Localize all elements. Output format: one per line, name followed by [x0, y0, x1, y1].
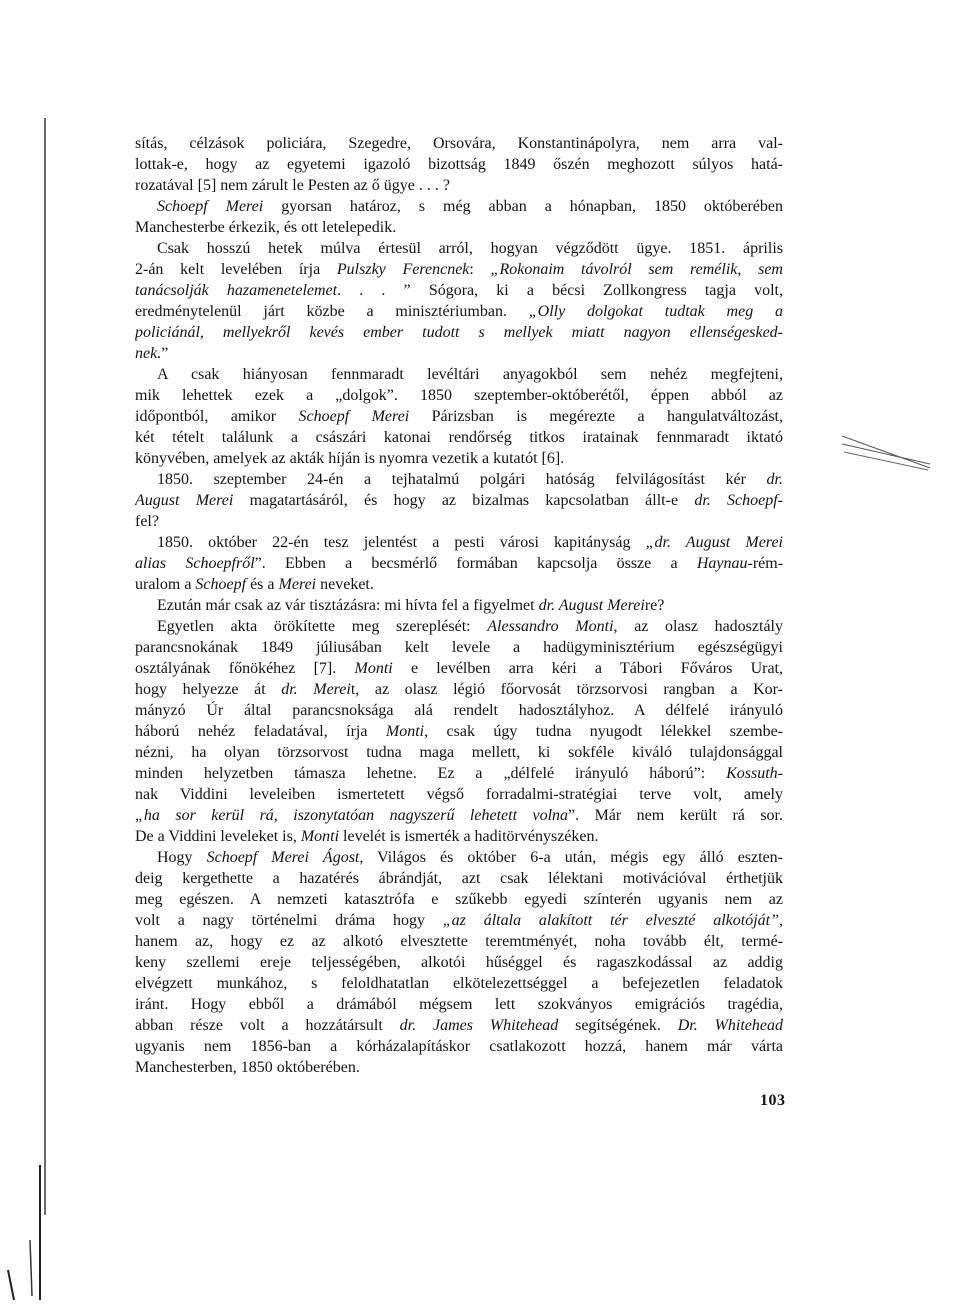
- text-run: . . . ” Sógora, ki a bécsi Zollkongress tagja volt,: [337, 282, 783, 299]
- text-line: [135, 637, 783, 658]
- text-run: -rém-: [747, 555, 783, 572]
- text-run: t, az olasz légió főorvosát törzsorvosi rangban a Kor-: [350, 681, 783, 698]
- text-run: ”: [161, 345, 169, 362]
- text-run: ,: [779, 912, 783, 929]
- text-run: ugyanis nem 1856-ban a kórházalapításkor csatlakozott hozzá, hanem már várta: [135, 1038, 783, 1055]
- text-run: 2-án kelt levelében írja: [135, 261, 337, 278]
- text-run: elvégzett munkához, s feloldhatatlan elkötelezettséggel a befejezetlen feladatok: [135, 975, 783, 992]
- text-line: [135, 1015, 783, 1036]
- text-run: segítségének.: [558, 1017, 678, 1034]
- italic-text-run: „dr. August Merei: [645, 534, 783, 551]
- italic-text-run: dr. Schoepf-: [694, 492, 783, 509]
- text-line: [135, 448, 783, 469]
- text-run: Egyetlen akta örökítette meg szereplését:: [157, 618, 488, 635]
- scan-edge-mark: [30, 1240, 32, 1296]
- italic-text-run: „Rokonaim távolról sem remélik, sem: [490, 261, 783, 278]
- text-run: parancsnokának 1849 júliusában kelt levele a hadügyminisztérium egészségügyi: [135, 639, 783, 656]
- text-line: [135, 931, 783, 952]
- text-run: ”. Ebben a becsmérlő formában kapcsolja össze a: [254, 555, 697, 572]
- text-line: [135, 175, 783, 196]
- text-run: levelét is ismerték a haditörvényszéken.: [339, 828, 599, 845]
- italic-text-run: Alessandro Monti: [487, 618, 614, 635]
- text-line: [135, 238, 783, 259]
- italic-text-run: nek.: [135, 345, 162, 362]
- text-run: két tételt találunk a császári katonai rendőrség titkos iratainak fennmaradt iktató: [135, 429, 783, 446]
- paragraph: [135, 469, 783, 532]
- text-line: [135, 700, 783, 721]
- text-run: fel?: [135, 513, 159, 530]
- text-line: [135, 1057, 783, 1078]
- italic-text-run: Kossuth-: [726, 765, 783, 782]
- text-run: :: [469, 261, 491, 278]
- italic-text-run: Schoepf: [195, 576, 247, 593]
- text-run: és a: [246, 576, 279, 593]
- text-run: mányzó Úr által parancsnoksága alá rendelt hadosztályhoz. A délfelé irányuló: [135, 702, 783, 719]
- italic-text-run: dr.: [766, 471, 783, 488]
- text-run: minden helyzetben támasza lehetne. Ez a „délfelé irányuló háború”:: [135, 765, 727, 782]
- text-run: nak Viddini leveleiben ismertetett végső forradalmi-stratégiai terve volt, amely: [135, 786, 783, 803]
- text-run: meg egészen. A nemzeti katasztrófa e szűkebb egyedi színterén ugyanis nem az: [135, 891, 783, 908]
- text-run: Párizsban is megérezte a hangulatváltozást,: [409, 408, 783, 425]
- text-line: [135, 280, 783, 301]
- text-line: [135, 742, 783, 763]
- italic-text-run: dr. James Whitehead: [399, 1017, 559, 1034]
- text-line: [135, 427, 783, 448]
- paragraph: [135, 532, 783, 595]
- text-run: 1850. október 22-én tesz jelentést a pesti városi kapitányság: [157, 534, 646, 551]
- text-line: [135, 532, 783, 553]
- text-line: [135, 889, 783, 910]
- paragraph: [135, 196, 783, 238]
- italic-text-run: Monti: [300, 828, 340, 845]
- scan-margin-stroke: [842, 436, 930, 468]
- page-number: 103: [760, 1092, 786, 1109]
- text-line: [135, 133, 783, 154]
- body-text: [135, 133, 783, 1078]
- text-line: [135, 910, 783, 931]
- text-line: [135, 343, 783, 364]
- paragraph: [135, 847, 783, 1078]
- text-line: [135, 994, 783, 1015]
- text-run: lottak-e, hogy az egyetemi igazoló bizottság 1849 őszén meghozott súlyos hatá-: [135, 156, 783, 173]
- italic-text-run: Monti: [385, 723, 425, 740]
- text-line: [135, 154, 783, 175]
- italic-text-run: dr. August Merei: [538, 597, 645, 614]
- text-run: keny szellemi ereje teljességében, alkotói hűséggel és ragaszkodással az addig: [135, 954, 783, 971]
- text-line: [135, 805, 783, 826]
- italic-text-run: Dr. Whitehead: [677, 1017, 783, 1034]
- text-run: neveket.: [316, 576, 374, 593]
- text-line: [135, 301, 783, 322]
- text-run: De a Viddini leveleket is,: [135, 828, 301, 845]
- paragraph: [135, 595, 783, 616]
- text-line: [135, 322, 783, 343]
- paragraph: [135, 616, 783, 847]
- text-run: , az olasz hadosztály: [613, 618, 783, 635]
- text-run: Ezután már csak az vár tisztázásra: mi hívta fel a figyelmet: [157, 597, 539, 614]
- text-line: [135, 826, 783, 847]
- text-run: sítás, célzások policiára, Szegedre, Orsovára, Konstantinápolyra, nem arra val-: [135, 135, 783, 152]
- text-run: 1850. szeptember 24-én a tejhatalmú polgári hatóság felvilágosítást kér: [157, 471, 767, 488]
- text-line: [135, 196, 783, 217]
- text-line: [135, 847, 783, 868]
- text-run: deig kergethette a hazatérés ábrándját, azt csak lélektani motivációval érthetjük: [135, 870, 783, 887]
- text-run: ”. Már nem került rá sor.: [568, 807, 783, 824]
- italic-text-run: Schoepf Merei Ágost: [206, 849, 360, 866]
- text-run: abban része volt a hozzátársult: [135, 1017, 400, 1034]
- italic-text-run: August Merei: [135, 492, 234, 509]
- italic-text-run: „az általa alakított tér elveszté alkotóját”: [442, 912, 780, 929]
- text-line: [135, 658, 783, 679]
- italic-text-run: tanácsolják hazamenetelemet: [135, 282, 338, 299]
- italic-text-run: policiánál, mellyekről kevés ember tudott s mellyek miatt nagyon ellenségesked-: [135, 324, 783, 341]
- text-line: [135, 217, 783, 238]
- text-run: könyvében, amelyek az akták híján is nyomra vezetik a kutatót [6].: [135, 450, 565, 467]
- text-run: volt a nagy történelmi dráma hogy: [135, 912, 443, 929]
- text-line: [135, 574, 783, 595]
- text-line: [135, 679, 783, 700]
- text-run: magatartásáról, és hogy az bizalmas kapcsolatban állt-e: [233, 492, 695, 509]
- text-line: [135, 1036, 783, 1057]
- text-run: gyorsan határoz, s még abban a hónapban, 1850 októberében: [263, 198, 783, 215]
- text-run: osztályának főnökéhez [7].: [135, 660, 355, 677]
- text-line: [135, 784, 783, 805]
- text-line: [135, 973, 783, 994]
- text-run: e levélben arra kéri a Tábori Főváros Urat,: [392, 660, 783, 677]
- italic-text-run: Pulszky Ferencnek: [336, 261, 470, 278]
- paragraph: [135, 364, 783, 469]
- italic-text-run: dr. Merei: [281, 681, 351, 698]
- text-line: [135, 868, 783, 889]
- italic-text-run: „Olly dolgokat tudtak meg a: [528, 303, 783, 320]
- text-line: [135, 469, 783, 490]
- text-run: Manchesterben, 1850 októberében.: [135, 1059, 360, 1076]
- italic-text-run: Haynau: [696, 555, 748, 572]
- italic-text-run: Schoepf Merei: [157, 198, 264, 215]
- italic-text-run: „ha sor kerül rá, iszonytatóan nagyszerű lehetett volna: [135, 807, 569, 824]
- italic-text-run: Schoepf Merei: [298, 408, 410, 425]
- text-run: Csak hosszú hetek múlva értesül arról, hogyan végződött ügye. 1851. április: [157, 240, 783, 257]
- paragraph: [135, 238, 783, 364]
- text-run: Hogy: [157, 849, 207, 866]
- text-line: [135, 406, 783, 427]
- text-run: hanem az, hogy ez az alkotó elvesztette teremtményét, noha tovább élt, termé-: [135, 933, 783, 950]
- paragraph: [135, 133, 783, 196]
- text-run: rozatával [5] nem zárult le Pesten az ő ügye . . . ?: [135, 177, 450, 194]
- text-run: , Világos és október 6-a után, mégis egy álló eszten-: [359, 849, 783, 866]
- text-run: A csak hiányosan fennmaradt levéltári anyagokból sem nehéz megfejteni,: [157, 366, 783, 383]
- italic-text-run: Monti: [354, 660, 393, 677]
- text-run: időpontból, amikor: [135, 408, 299, 425]
- text-run: uralom a: [135, 576, 196, 593]
- text-line: [135, 616, 783, 637]
- text-line: [135, 952, 783, 973]
- text-run: , csak úgy tudna nyugodt lélekkel szembe-: [424, 723, 783, 740]
- text-run: re?: [644, 597, 665, 614]
- text-run: nézni, ha olyan törzsorvost tudna maga mellett, ki sokféle kiváló tulajdonsággal: [135, 744, 783, 761]
- text-line: [135, 385, 783, 406]
- text-line: [135, 763, 783, 784]
- text-line: [135, 721, 783, 742]
- text-line: [135, 511, 783, 532]
- text-run: iránt. Hogy ebből a drámából mégsem lett szokványos emigrációs tragédia,: [135, 996, 783, 1013]
- text-line: [135, 553, 783, 574]
- text-line: [135, 595, 783, 616]
- text-line: [135, 490, 783, 511]
- italic-text-run: alias Schoepfről: [135, 555, 255, 572]
- text-line: [135, 364, 783, 385]
- text-run: háború nehéz feladatával, írja: [135, 723, 386, 740]
- text-run: mik lehettek ezek a „dolgok”. 1850 szeptember-októberétől, éppen abból az: [135, 387, 783, 404]
- italic-text-run: Merei: [278, 576, 317, 593]
- scan-edge-mark: [8, 1270, 14, 1300]
- text-run: hogy helyezze át: [135, 681, 282, 698]
- text-run: eredménytelenül járt közbe a minisztériumban.: [135, 303, 529, 320]
- text-line: [135, 259, 783, 280]
- text-run: Manchesterbe érkezik, és ott letelepedik.: [135, 219, 397, 236]
